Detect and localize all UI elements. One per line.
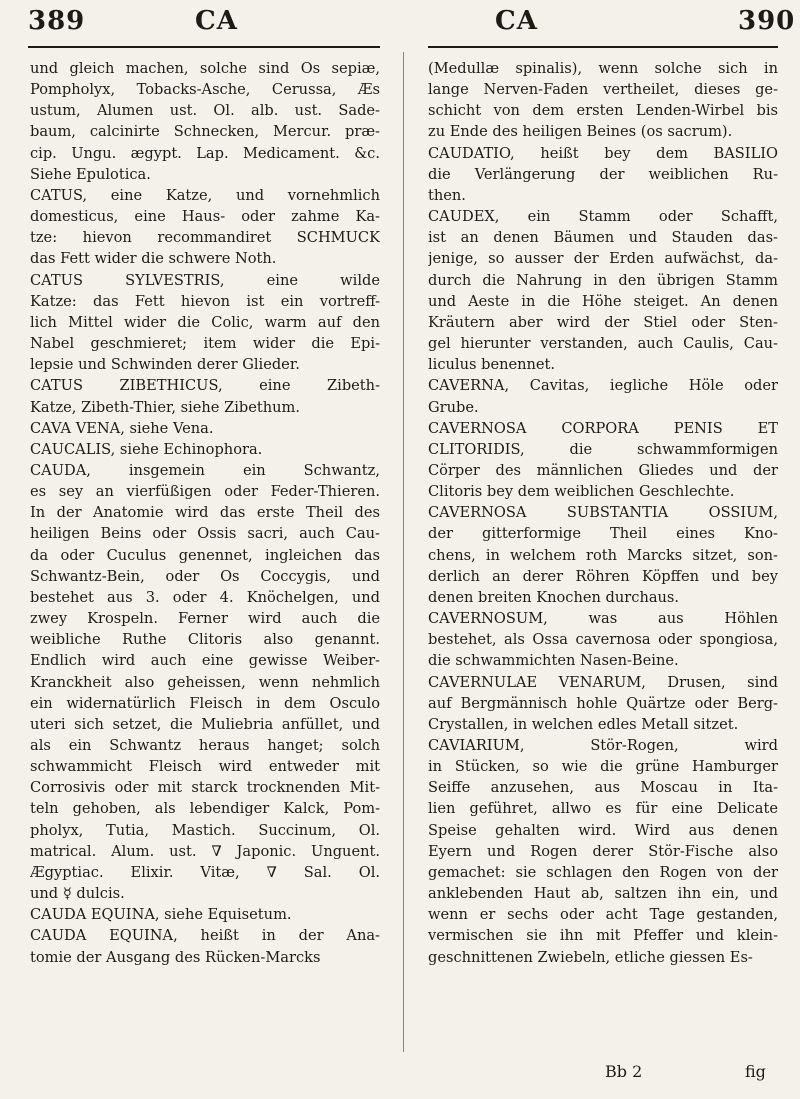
text-line: chens, in welchem roth Marcks sitzet, son-	[428, 546, 778, 564]
column-divider	[403, 52, 404, 1052]
text-line: CAUDEX, ein Stamm oder Schafft,	[428, 208, 778, 226]
text-line: lien geführet, allwo es für eine Delicate	[428, 800, 778, 818]
text-line: teln gehoben, als lebendiger Kalck, Pom-	[30, 800, 380, 818]
text-line: lepsie und Schwinden derer Glieder.	[30, 356, 300, 374]
text-line: Kranckheit also geheissen, wenn nehmlich	[30, 673, 380, 691]
text-line: der gitterformige Theil eines Kno-	[428, 525, 778, 543]
text-line: (Medullæ spinalis), wenn solche sich in	[428, 60, 778, 77]
text-line: und gleich machen, solche sind Os sepiæ,	[30, 60, 380, 77]
text-line: schwammicht Fleisch wird entweder mit	[30, 758, 380, 776]
text-line: Corrosivis oder mit starck trocknenden Mit-	[30, 779, 380, 797]
text-line: ist an denen Bäumen und Stauden das-	[428, 229, 778, 247]
text-column-right	[428, 58, 778, 968]
text-line: Kräutern aber wird der Stiel oder Sten-	[428, 313, 778, 331]
text-line: lich Mittel wider die Colic, warm auf den	[30, 313, 380, 331]
text-line: tze: hievon recommandiret SCHMUCK	[30, 229, 380, 247]
text-line: es sey an vierfüßigen oder Feder-Thieren.	[30, 483, 380, 501]
text-line: Seiffe anzusehen, aus Moscau in Ita-	[428, 779, 778, 797]
text-line: geschnittenen Zwiebeln, etliche giessen Es-	[428, 948, 753, 966]
text-line: CAUDA, insgemein ein Schwantz,	[30, 461, 380, 479]
text-line: in Stücken, so wie die grüne Hamburger	[428, 758, 778, 776]
text-line: denen breiten Knochen durchaus.	[428, 588, 680, 606]
text-line: die Verlängerung der weiblichen Ru-	[428, 165, 778, 183]
text-line: und ☿ dulcis.	[30, 885, 125, 903]
text-line: weibliche Ruthe Clitoris also genannt.	[30, 631, 380, 649]
text-line: CAVA VENA, siehe Vena.	[30, 419, 214, 437]
text-line: In der Anatomie wird das erste Theil des	[30, 504, 380, 522]
text-line: bestehet, als Ossa cavernosa oder spongiosa,	[428, 631, 778, 649]
text-line: vermischen sie ihn mit Pfeffer und klein-	[428, 927, 778, 945]
text-line: domesticus, eine Haus- oder zahme Ka-	[30, 208, 380, 226]
text-line: Cörper des männlichen Gliedes und der	[428, 461, 778, 479]
text-line: Katze, Zibeth-Thier, siehe Zibethum.	[30, 398, 301, 416]
text-line: then.	[428, 186, 466, 204]
text-line: Grube.	[428, 398, 479, 416]
text-line: pholyx, Tutia, Mastich. Succinum, Ol.	[30, 821, 380, 839]
running-head-left: CA	[195, 6, 238, 36]
text-line: zwey Krospeln. Ferner wird auch die	[30, 610, 380, 628]
text-line: auf Bergmännisch hohle Quärtze oder Berg-	[428, 694, 778, 712]
text-line: heiligen Beins oder Ossis sacri, auch Cau-	[30, 525, 380, 543]
text-line: bestehet aus 3. oder 4. Knöchelgen, und	[30, 588, 380, 606]
text-line: als ein Schwantz heraus hanget; solch	[30, 737, 380, 754]
text-line: CAVIARIUM, Stör-Rogen, wird	[428, 737, 778, 754]
text-line: Clitoris bey dem weiblichen Geschlechte.	[428, 483, 735, 501]
signature-mark: Bb 2	[605, 1062, 643, 1081]
text-line: CAUDA EQUINA, siehe Equisetum.	[30, 906, 292, 924]
text-line: zu Ende des heiligen Beines (os sacrum).	[428, 123, 733, 141]
text-line: schicht von dem ersten Lenden-Wirbel bis	[428, 102, 778, 120]
text-line: Eyern und Rogen derer Stör-Fische also	[428, 842, 778, 860]
text-line: CAVERNA, Cavitas, iegliche Höle oder	[428, 377, 778, 395]
text-line: Schwantz-Bein, oder Os Coccygis, und	[30, 567, 380, 585]
text-line: ein widernatürlich Fleisch in dem Osculo	[30, 694, 380, 712]
text-line: liculus benennet.	[428, 356, 556, 374]
text-line: baum, calcinirte Schnecken, Mercur. præ-	[30, 123, 380, 141]
text-line: ustum, Alumen ust. Ol. alb. ust. Sade-	[30, 102, 380, 120]
text-line: Siehe Epulotica.	[30, 165, 151, 183]
text-line: CAUCALIS, siehe Echinophora.	[30, 440, 263, 458]
text-line: CLITORIDIS, die schwammformigen	[428, 440, 778, 458]
text-line: CAVERNOSA SUBSTANTIA OSSIUM,	[428, 504, 778, 522]
text-line: da oder Cuculus genennet, ingleichen das	[30, 546, 380, 564]
text-line: die schwammichten Nasen-Beine.	[428, 652, 679, 670]
text-line: CAVERNOSA CORPORA PENIS ET	[428, 419, 778, 437]
text-line: CATUS, eine Katze, und vornehmlich	[30, 186, 380, 204]
text-line: Nabel geschmieret; item wider die Epi-	[30, 335, 380, 353]
text-line: gemachet: sie schlagen den Rogen von der	[428, 863, 778, 881]
text-line: matrical. Alum. ust. ∇ Japonic. Unguent.	[30, 842, 380, 860]
catchword: fig	[745, 1062, 766, 1081]
text-line: Ægyptiac. Elixir. Vitæ, ∇ Sal. Ol.	[30, 863, 380, 881]
text-line: CAUDATIO, heißt bey dem BASILIO	[428, 144, 778, 162]
text-line: tomie der Ausgang des Rücken-Marcks	[30, 948, 321, 966]
text-line: CATUS SYLVESTRIS, eine wilde	[30, 271, 380, 289]
header-rule-right	[428, 46, 778, 48]
text-line: CAUDA EQUINA, heißt in der Ana-	[30, 927, 380, 945]
text-line: jenige, so ausser der Erden aufwächst, da-	[428, 250, 778, 268]
text-line: gel hierunter verstanden, auch Caulis, Cau-	[428, 335, 778, 353]
text-line: Endlich wird auch eine gewisse Weiber-	[30, 652, 380, 670]
text-line: durch die Nahrung in den übrigen Stamm	[428, 271, 778, 289]
text-line: wenn er sechs oder acht Tage gestanden,	[428, 906, 778, 924]
header-rule-left	[28, 46, 380, 48]
text-line: lange Nerven-Faden vertheilet, dieses ge-	[428, 81, 778, 99]
text-line: Crystallen, in welchen edles Metall sitzet.	[428, 715, 739, 733]
text-line: Katze: das Fett hievon ist ein vortreff-	[30, 292, 380, 310]
text-line: CATUS ZIBETHICUS, eine Zibeth-	[30, 377, 380, 395]
text-line: Speise gehalten wird. Wird aus denen	[428, 821, 778, 839]
text-line: CAVERNULAE VENARUM, Drusen, sind	[428, 673, 778, 691]
page-number-left: 389	[28, 6, 86, 36]
text-line: cip. Ungu. ægypt. Lap. Medicament. &c.	[30, 144, 380, 162]
text-line: das Fett wider die schwere Noth.	[30, 250, 277, 268]
text-line: derlich an derer Röhren Köpffen und bey	[428, 567, 778, 585]
text-line: uteri sich setzet, die Muliebria anfüllet, und	[30, 715, 380, 733]
text-line: anklebenden Haut ab, saltzen ihn ein, und	[428, 885, 778, 903]
text-column-left	[30, 58, 380, 968]
text-line: CAVERNOSUM, was aus Höhlen	[428, 610, 778, 628]
page-header	[0, 0, 800, 54]
running-head-right: CA	[495, 6, 538, 36]
page-number-right: 390	[738, 6, 796, 36]
text-line: Pompholyx, Tobacks-Asche, Cerussa, Æs	[30, 81, 380, 99]
text-line: und Aeste in die Höhe steiget. An denen	[428, 292, 778, 310]
